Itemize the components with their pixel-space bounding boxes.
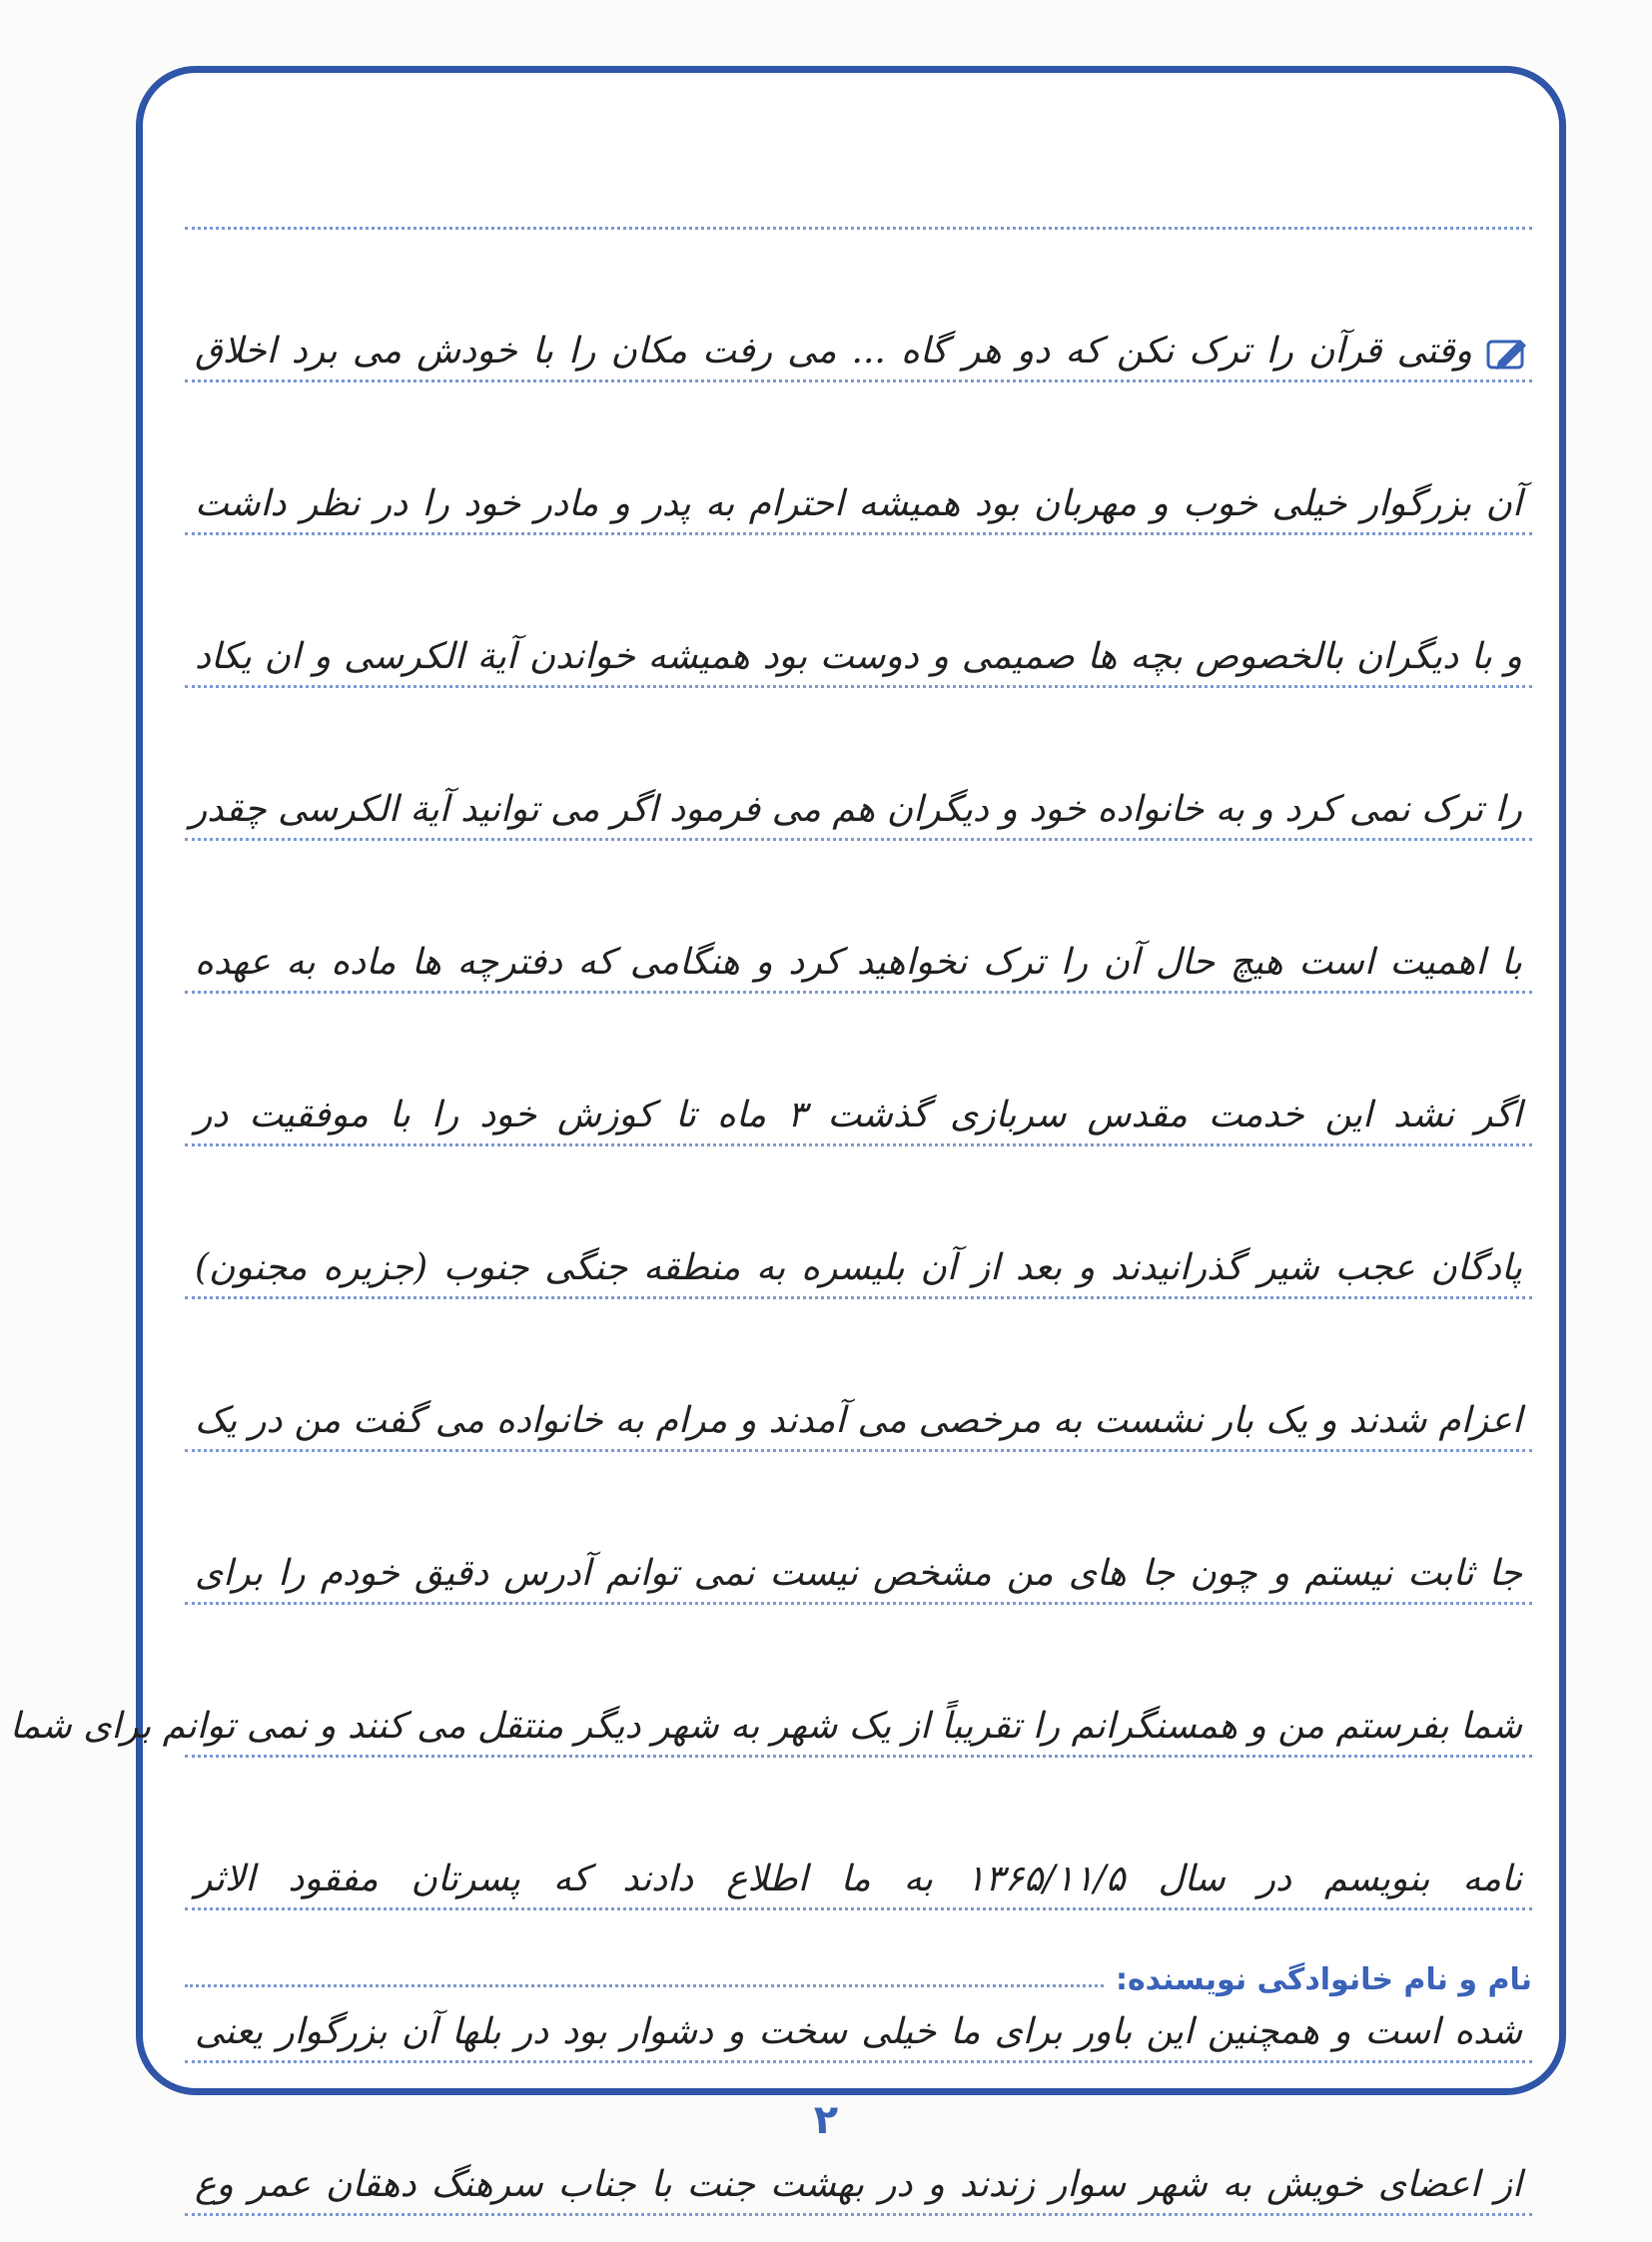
writing-line	[185, 230, 1532, 382]
writing-line	[185, 1299, 1532, 1452]
page-number: ۲	[813, 2097, 839, 2143]
writing-line	[185, 535, 1532, 688]
writing-line	[185, 382, 1532, 535]
handwritten-line-12: شده است و همچنین این باور برای ما خیلی سخت و دشوار بود در بلها آن بزرگوار یعنی	[195, 2011, 1523, 2052]
handwritten-line-13: از اعضای خویش به شهر سوار زندند و در بهشت جنت با جناب سرهنگ دهقان عمر وع	[195, 2164, 1522, 2205]
writing-line	[185, 1452, 1532, 1605]
handwritten-line-5: با اهمیت است هیچ حال آن را ترک نخواهید کرد و هنگامی که دفترچه ها ماده به عهده	[195, 942, 1522, 983]
writing-line	[185, 688, 1532, 841]
writing-line	[185, 994, 1532, 1146]
handwritten-line-11: نامه بنویسم در سال ۱۳۶۵/۱۱/۵ به ما اطلاع دادند که پسرتان مفقود الاثر	[195, 1859, 1522, 1899]
handwritten-line-6: اگر نشد این خدمت مقدس سربازی گذشت ۳ ماه تا کوزش خود را با موفقیت در	[195, 1095, 1522, 1135]
writing-line	[185, 841, 1532, 994]
pen-writing-icon	[1484, 334, 1532, 374]
handwritten-line-1: وقتی قرآن را ترک نکن که دو هر گاه ... می رفت مکان را با خودش می برد اخلاق	[195, 331, 1472, 372]
handwritten-line-4: را ترک نمی کرد و به خانواده خود و دیگران هم می فرمود اگر می توانید آیة الکرسی چقدر	[189, 789, 1522, 830]
writing-line	[185, 1146, 1532, 1299]
author-name-row	[185, 1937, 1532, 1997]
handwritten-line-8: اعزام شدند و یک بار نشست به مرخصی می آمدند و مرام به خانواده می گفت من در یک	[195, 1400, 1522, 1441]
handwritten-text-lines	[9, 190, 1532, 2216]
author-name-field	[185, 1983, 1104, 1987]
handwritten-line-3: و با دیگران بالخصوص بچه ها صمیمی و دوست بود همیشه خواندن آیة الکرسی و ان یکاد	[195, 636, 1522, 677]
writing-line	[9, 1605, 1532, 1758]
handwritten-line-7: پادگان عجب شیر گذرانیدند و بعد از آن بلیسره به منطقه جنگی جنوب (جزیره مجنون)	[195, 1247, 1522, 1288]
author-name-label: نام و نام خانوادگی نویسنده:	[1115, 1962, 1532, 1997]
handwritten-line-9: جا ثابت نیستم و چون جا های من مشخص نیست نمی توانم آدرس دقیق خودم را برای	[195, 1553, 1522, 1594]
handwritten-line-2: آن بزرگوار خیلی خوب و مهربان بود همیشه احترام به پدر و مادر خود را در نظر داشت	[195, 483, 1522, 524]
handwritten-line-10: شما بفرستم من و همسنگرانم را تقریباً از یک شهر به شهر دیگر منتقل می کنند و نمی توانم برای شما	[9, 1706, 1522, 1747]
writing-line	[185, 190, 1532, 230]
writing-line	[185, 1758, 1532, 1910]
